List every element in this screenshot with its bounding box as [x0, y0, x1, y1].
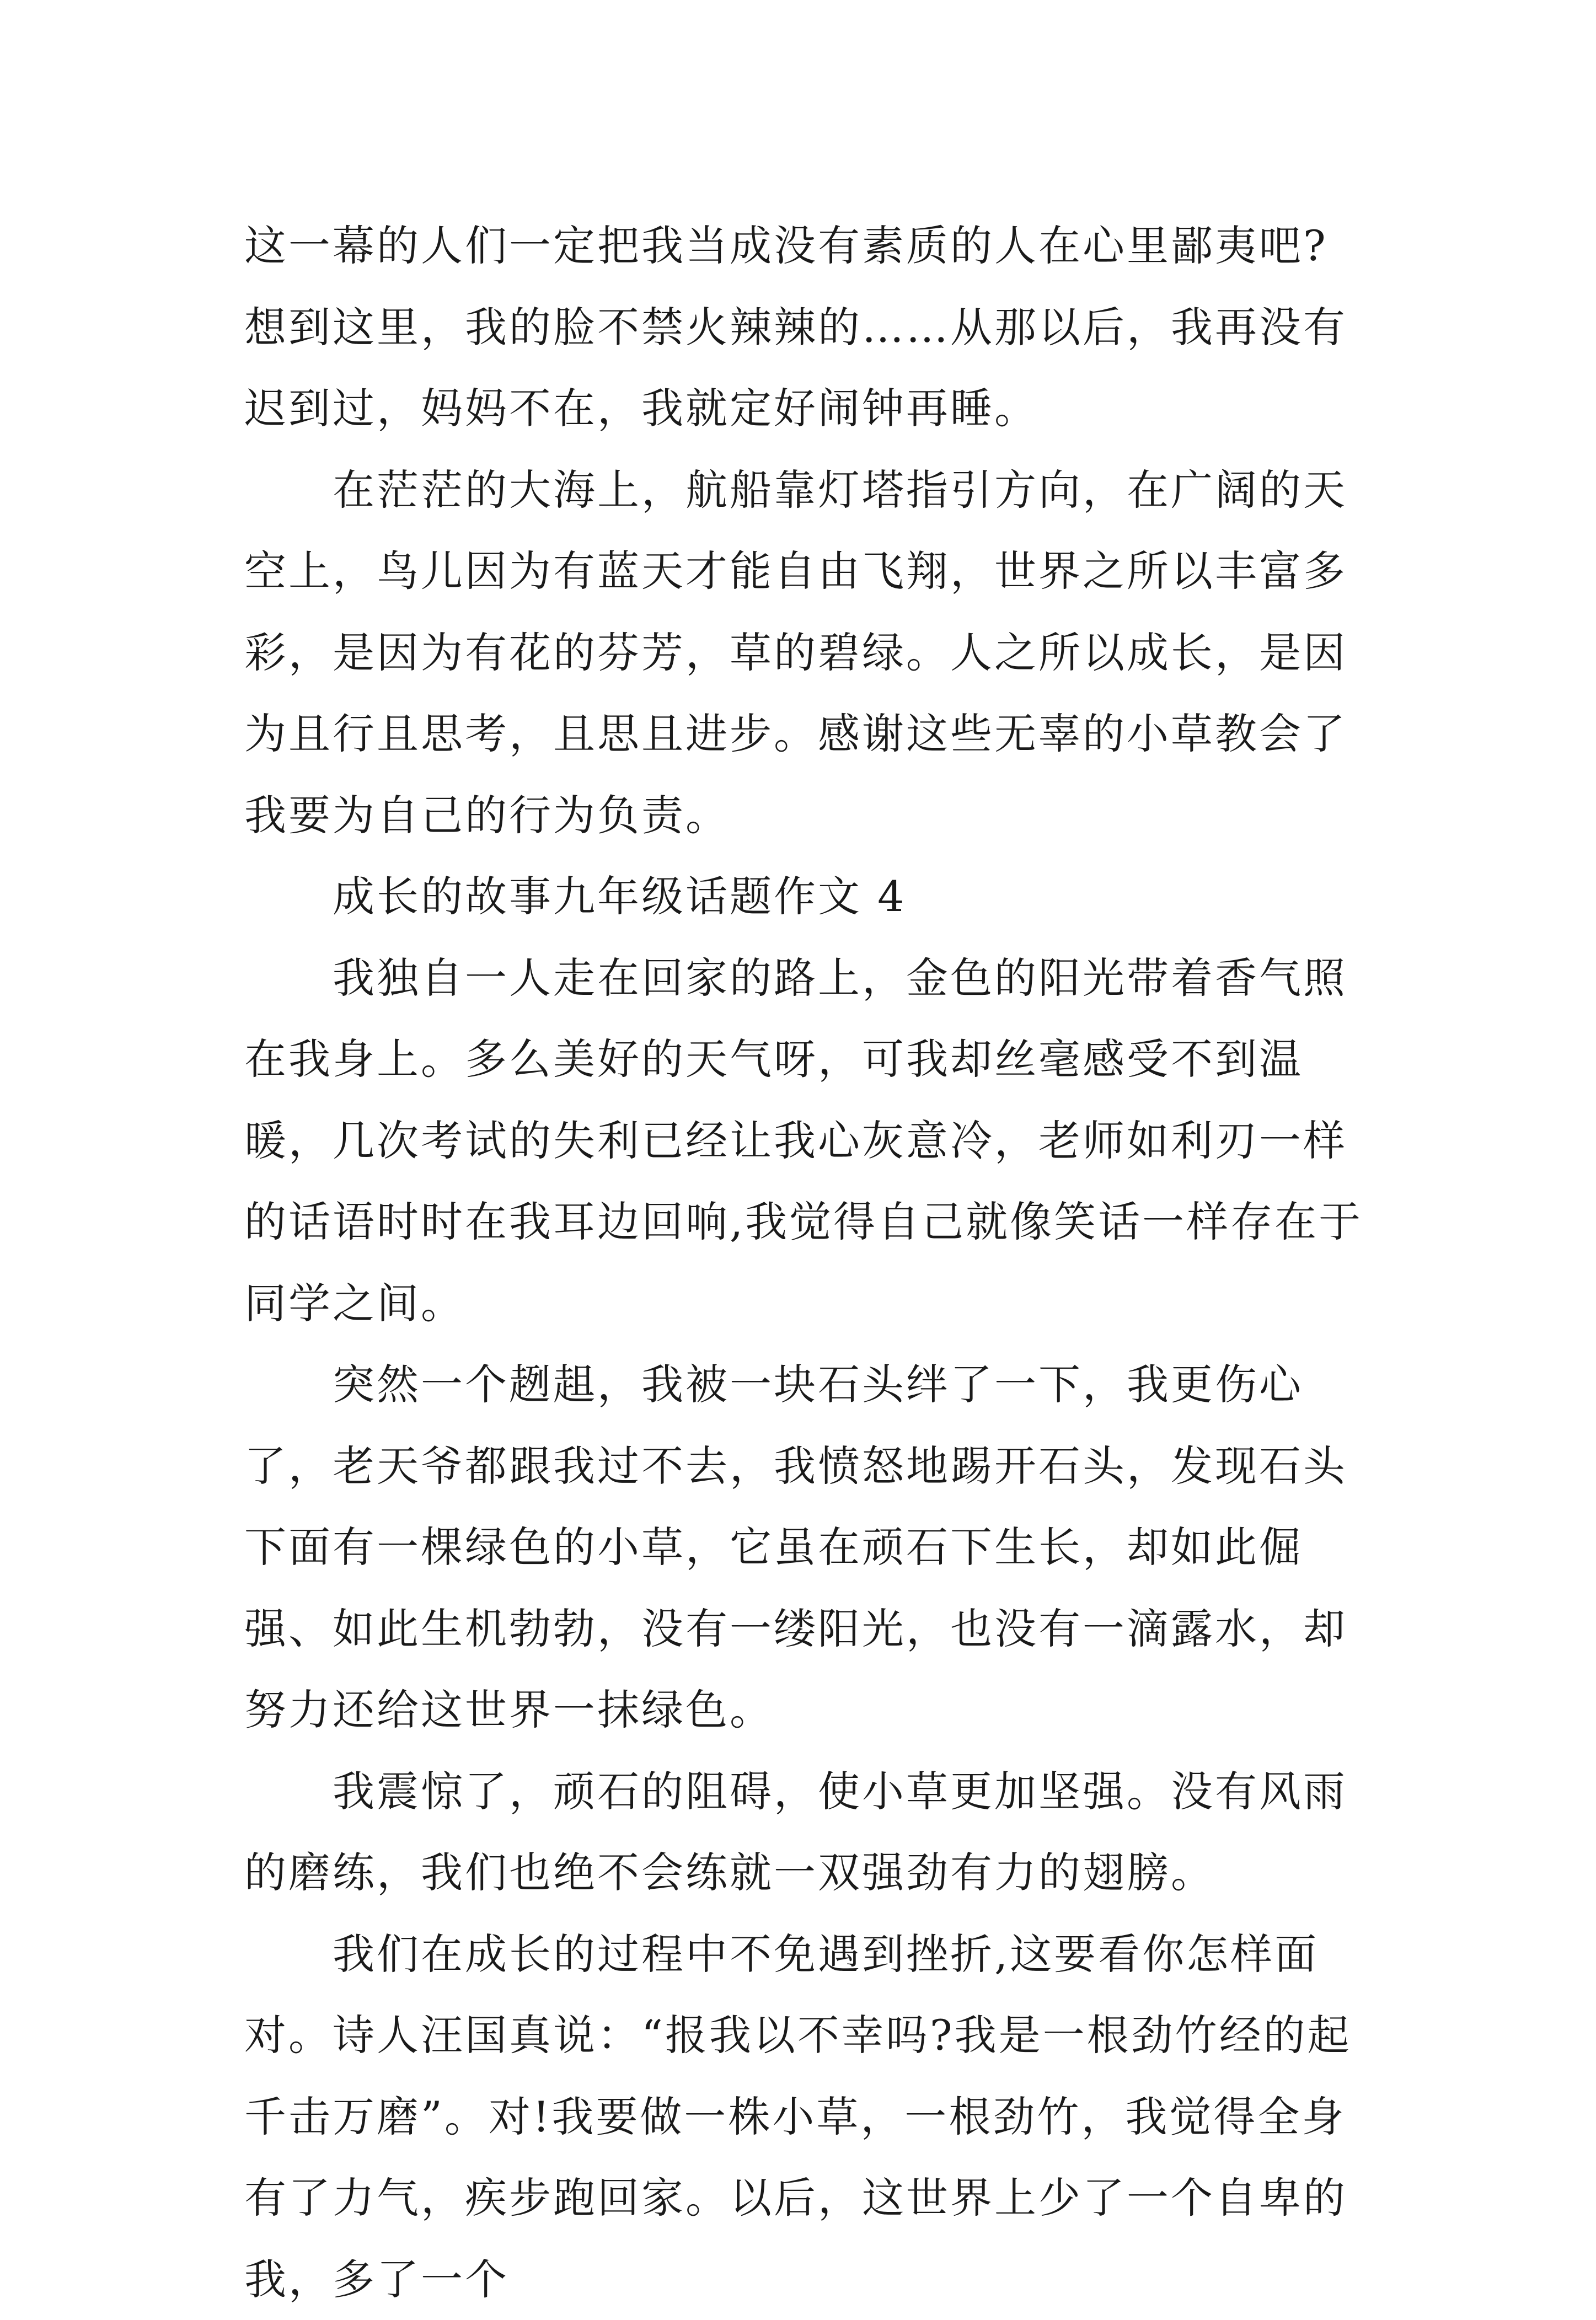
paragraph: 在茫茫的大海上，航船靠灯塔指引方向，在广阔的天空上，鸟儿因为有蓝天才能自由飞翔，世界之所以丰富多彩，是因为有花的芬芳，草的碧绿。人之所以成长，是因为且行且思考，且思且进步。感谢这些无辜的小草教会了我要为自己的行为负责。: [244, 449, 1369, 856]
paragraph: 我们在成长的过程中不免遇到挫折,这要看你怎样面对。诗人汪国真说：“报我以不幸吗?我是一根劲竹经的起千击万磨”。对!我要做一株小草，一根劲竹，我觉得全身有了力气，疾步跑回家。以后，这世界上少了一个自卑的我，多了一个: [244, 1914, 1369, 2320]
paragraph: 这一幕的人们一定把我当成没有素质的人在心里鄙夷吧?想到这里，我的脸不禁火辣辣的……从那以后，我再没有迟到过，妈妈不在，我就定好闹钟再睡。: [244, 205, 1369, 449]
paragraph: 我独自一人走在回家的路上，金色的阳光带着香气照在我身上。多么美好的天气呀，可我却丝毫感受不到温暖，几次考试的失利已经让我心灰意冷，老师如利刃一样的话语时时在我耳边回响,我觉得自己就像笑话一样存在于同学之间。: [244, 937, 1369, 1344]
document-body: [244, 205, 1369, 2320]
paragraph: 突然一个趔趄，我被一块石头绊了一下，我更伤心了，老天爷都跟我过不去，我愤怒地踢开石头，发现石头下面有一棵绿色的小草，它虽在顽石下生长，却如此倔强、如此生机勃勃，没有一缕阳光，也没有一滴露水，却努力还给这世界一抹绿色。: [244, 1344, 1369, 1751]
paragraph: 我震惊了，顽石的阻碍，使小草更加坚强。没有风雨的磨练，我们也绝不会练就一双强劲有力的翅膀。: [244, 1751, 1369, 1914]
section-heading: 成长的故事九年级话题作文 4: [244, 856, 1369, 937]
